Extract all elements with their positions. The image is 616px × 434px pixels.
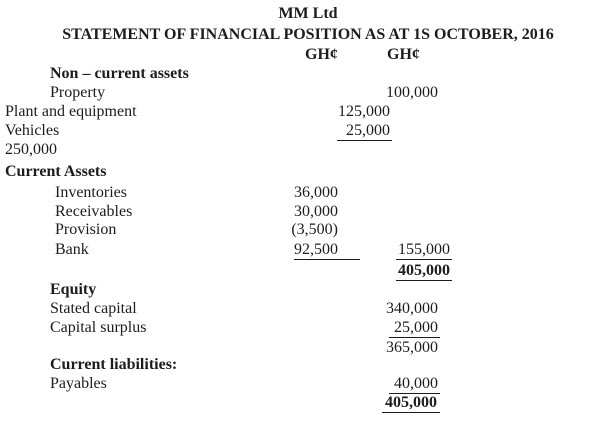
row-property xyxy=(0,83,616,102)
plant-and-equipment-amount: 125,000 xyxy=(338,103,390,120)
vehicles-label: Vehicles xyxy=(5,122,60,139)
row-bank xyxy=(0,240,616,259)
bank-label: Bank xyxy=(55,241,89,258)
row-stated-capital xyxy=(0,299,616,318)
current-assets-subtotal: 155,000 xyxy=(398,241,450,258)
row-non-current-assets-heading xyxy=(0,64,616,83)
current-liabilities-heading: Current liabilities: xyxy=(50,356,178,373)
currency-header-col1: GH¢ xyxy=(305,46,338,63)
equity-total-amount: 365,000 xyxy=(386,339,438,356)
row-current-liabilities-heading xyxy=(0,355,616,374)
stated-capital-amount: 340,000 xyxy=(386,300,438,317)
row-equity-heading xyxy=(0,280,616,299)
company-name: MM Ltd xyxy=(278,5,338,22)
property-amount: 100,000 xyxy=(386,84,438,101)
row-total-equity-and-liabilities xyxy=(0,393,616,412)
current-assets-heading: Current Assets xyxy=(5,163,107,180)
total-equity-and-liabilities-amount: 405,000 xyxy=(382,393,440,413)
bank-amount: 92,500 xyxy=(294,240,360,260)
receivables-amount: 30,000 xyxy=(294,203,338,220)
total-assets-amount: 405,000 xyxy=(398,262,450,279)
vehicles-amount: 25,000 xyxy=(337,121,392,141)
row-total-assets xyxy=(0,261,616,280)
equity-heading: Equity xyxy=(50,281,97,298)
payables-label: Payables xyxy=(50,375,107,392)
property-label: Property xyxy=(50,84,106,101)
receivables-label: Receivables xyxy=(55,203,133,220)
plant-and-equipment-label: Plant and equipment xyxy=(5,103,137,120)
capital-surplus-amount: 25,000 xyxy=(389,318,440,338)
row-payables xyxy=(0,374,616,393)
stated-capital-label: Stated capital xyxy=(50,300,137,317)
non-current-assets-total: 250,000 xyxy=(5,141,57,158)
row-receivables xyxy=(0,202,616,221)
inventories-amount: 36,000 xyxy=(294,184,338,201)
currency-header-col2: GH¢ xyxy=(387,46,420,63)
row-non-current-assets-total xyxy=(0,140,616,159)
row-capital-surplus xyxy=(0,318,616,337)
inventories-label: Inventories xyxy=(55,184,127,201)
row-vehicles xyxy=(0,121,616,140)
statement-title: STATEMENT OF FINANCIAL POSITION AS AT 1S OCTOBER, 2016 xyxy=(62,26,554,43)
provision-label: Provision xyxy=(55,221,117,238)
row-plant-and-equipment xyxy=(0,102,616,121)
provision-amount: (3,500) xyxy=(291,221,338,238)
capital-surplus-label: Capital surplus xyxy=(50,319,147,336)
row-inventories xyxy=(0,183,616,202)
row-current-assets-heading xyxy=(0,162,616,181)
payables-amount: 40,000 xyxy=(389,374,440,394)
currency-header-row xyxy=(0,45,616,64)
row-provision xyxy=(0,220,616,239)
non-current-assets-heading: Non – current assets xyxy=(50,65,189,82)
